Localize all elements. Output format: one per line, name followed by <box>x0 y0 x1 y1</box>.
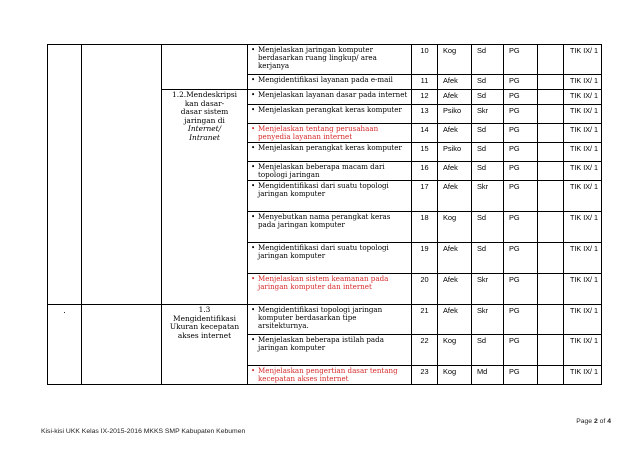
question-form: PG <box>509 275 520 284</box>
question-number-cell <box>412 274 438 305</box>
question-number: 16 <box>420 163 429 172</box>
indicator-text: Menjelaskan layanan dasar pada internet <box>258 90 408 99</box>
source-reference: TIK IX/ 1 <box>570 367 598 376</box>
question-form: PG <box>509 106 520 115</box>
difficulty-cell <box>472 45 504 75</box>
bullet-icon: • <box>251 243 256 252</box>
source-cell <box>564 105 602 124</box>
question-number-cell <box>412 212 438 243</box>
footer-page-number: Page 2 of 4 <box>576 418 611 425</box>
question-number: 13 <box>420 106 429 115</box>
source-reference: TIK IX/ 1 <box>570 336 598 345</box>
cognitive-level-cell <box>438 75 472 90</box>
row-marker-cell <box>48 305 82 385</box>
question-number-cell <box>412 124 438 143</box>
question-form: PG <box>509 182 520 191</box>
answer-key-cell <box>538 274 564 305</box>
bullet-icon: • <box>251 366 256 375</box>
question-form-cell <box>504 181 538 212</box>
kd-1-2-text: jaringan di <box>184 115 225 125</box>
difficulty: Sd <box>477 163 487 172</box>
indicator-cell <box>248 366 412 385</box>
kd-1-3-text: 1.3 <box>198 305 211 314</box>
cognitive-level-cell <box>438 124 472 143</box>
question-number: 10 <box>420 46 429 55</box>
indicator-text: Menjelaskan beberapa istilah pada jaringan komputer <box>258 335 384 353</box>
question-number: 17 <box>420 182 429 191</box>
col-kd-cell-empty <box>162 45 248 90</box>
bullet-icon: • <box>251 45 256 54</box>
indicator-text: Menjelaskan sistem keamanan pada jaringan komputer dan internet <box>258 274 389 292</box>
kd-1-2-text: 1.2.Mendeskripsi <box>172 90 237 99</box>
question-form-cell <box>504 305 538 335</box>
indicator-cell <box>248 274 412 305</box>
source-reference: TIK IX/ 1 <box>570 76 598 85</box>
difficulty-cell <box>472 162 504 181</box>
source-cell <box>564 366 602 385</box>
source-reference: TIK IX/ 1 <box>570 182 598 191</box>
row-marker: . <box>63 306 66 315</box>
difficulty: Sd <box>477 336 487 345</box>
difficulty-cell <box>472 243 504 274</box>
cognitive-level-cell <box>438 366 472 385</box>
blueprint-table <box>47 44 602 385</box>
source-cell <box>564 45 602 75</box>
source-reference: TIK IX/ 1 <box>570 275 598 284</box>
table-row <box>48 305 602 335</box>
indicator-cell <box>248 212 412 243</box>
question-form-cell <box>504 243 538 274</box>
indicator-cell <box>248 243 412 274</box>
difficulty-cell <box>472 105 504 124</box>
answer-key-cell <box>538 90 564 105</box>
cognitive-level-cell <box>438 105 472 124</box>
question-number-cell <box>412 45 438 75</box>
indicator-text: Menyebutkan nama perangkat keras pada jaringan komputer <box>258 212 391 230</box>
question-form-cell <box>504 45 538 75</box>
cognitive-level: Afek <box>443 76 458 85</box>
indicator-text: Mengidentifikasi dari suatu topologi jaringan komputer <box>258 181 389 199</box>
source-reference: TIK IX/ 1 <box>570 144 598 153</box>
cognitive-level-cell <box>438 143 472 162</box>
difficulty: Skr <box>477 182 489 191</box>
question-form-cell <box>504 75 538 90</box>
difficulty-cell <box>472 181 504 212</box>
question-form: PG <box>509 367 520 376</box>
indicator-cell <box>248 105 412 124</box>
kd-1-2-text: Intranet <box>189 132 220 142</box>
question-form: PG <box>509 213 520 222</box>
difficulty: Sd <box>477 125 487 134</box>
question-form-cell <box>504 124 538 143</box>
source-reference: TIK IX/ 1 <box>570 163 598 172</box>
cognitive-level-cell <box>438 162 472 181</box>
bullet-icon: • <box>251 181 256 190</box>
col-kompetensi-cell <box>82 45 162 305</box>
cognitive-level-cell <box>438 212 472 243</box>
question-number: 22 <box>420 336 429 345</box>
source-reference: TIK IX/ 1 <box>570 213 598 222</box>
difficulty: Sd <box>477 91 487 100</box>
difficulty-cell <box>472 366 504 385</box>
difficulty-cell <box>472 124 504 143</box>
indicator-text: Menjelaskan perangkat keras komputer <box>258 105 402 114</box>
question-form-cell <box>504 366 538 385</box>
question-form-cell <box>504 335 538 366</box>
question-form: PG <box>509 244 520 253</box>
difficulty-cell <box>472 335 504 366</box>
table-row <box>48 45 602 75</box>
question-form-cell <box>504 105 538 124</box>
indicator-cell <box>248 143 412 162</box>
question-number: 19 <box>420 244 429 253</box>
indicator-cell <box>248 181 412 212</box>
answer-key-cell <box>538 45 564 75</box>
bullet-icon: • <box>251 212 256 221</box>
source-cell <box>564 124 602 143</box>
col-kompetensi-cell <box>82 305 162 385</box>
indicator-cell <box>248 124 412 143</box>
source-reference: TIK IX/ 1 <box>570 125 598 134</box>
kd-1-3-text: Ukuran kecepatan <box>169 322 240 332</box>
question-form-cell <box>504 90 538 105</box>
difficulty: Md <box>477 367 488 376</box>
kd-1-3-cell <box>162 305 248 385</box>
indicator-text: Mengidentifikasi dari suatu topologi jaringan komputer <box>258 243 389 261</box>
answer-key-cell <box>538 305 564 335</box>
kd-1-3-text: Mengidentifikasi <box>173 313 236 323</box>
question-number-cell <box>412 143 438 162</box>
indicator-cell <box>248 162 412 181</box>
indicator-text: Menjelaskan pengertian dasar tentang kecepatan akses internet <box>258 366 398 384</box>
bullet-icon: • <box>251 305 256 314</box>
cognitive-level: Kog <box>443 367 457 376</box>
indicator-cell <box>248 75 412 90</box>
cognitive-level: Afek <box>443 306 458 315</box>
difficulty: Skr <box>477 106 489 115</box>
bullet-icon: • <box>251 105 256 114</box>
question-form: PG <box>509 163 520 172</box>
source-reference: TIK IX/ 1 <box>570 306 598 315</box>
question-number: 12 <box>420 91 429 100</box>
question-number-cell <box>412 75 438 90</box>
question-number-cell <box>412 105 438 124</box>
source-reference: TIK IX/ 1 <box>570 46 598 55</box>
kd-1-2-text: Internet/ <box>187 124 222 134</box>
answer-key-cell <box>538 335 564 366</box>
answer-key-cell <box>538 212 564 243</box>
question-number-cell <box>412 243 438 274</box>
kd-1-3-text: akses internet <box>177 330 232 340</box>
question-number-cell <box>412 305 438 335</box>
source-cell <box>564 143 602 162</box>
answer-key-cell <box>538 124 564 143</box>
cognitive-level: Kog <box>443 46 457 55</box>
cognitive-level: Psiko <box>443 106 462 115</box>
indicator-cell <box>248 90 412 105</box>
cognitive-level: Kog <box>443 336 457 345</box>
indicator-cell <box>248 305 412 335</box>
question-form: PG <box>509 76 520 85</box>
cognitive-level: Afek <box>443 125 458 134</box>
difficulty: Sd <box>477 46 487 55</box>
difficulty: Sd <box>477 76 487 85</box>
answer-key-cell <box>538 143 564 162</box>
question-form-cell <box>504 212 538 243</box>
cognitive-level: Afek <box>443 91 458 100</box>
kd-1-2-text: kan dasar- <box>184 98 225 108</box>
indicator-text: Menjelaskan jaringan komputer berdasarkan ruang lingkup/ area kerjanya <box>258 45 377 71</box>
cognitive-level-cell <box>438 181 472 212</box>
question-form: PG <box>509 46 520 55</box>
source-cell <box>564 243 602 274</box>
cognitive-level: Kog <box>443 213 457 222</box>
bullet-icon: • <box>251 124 256 133</box>
question-form: PG <box>509 306 520 315</box>
cognitive-level: Afek <box>443 275 458 284</box>
source-reference: TIK IX/ 1 <box>570 91 598 100</box>
difficulty: Sd <box>477 244 487 253</box>
indicator-text: Mengidentifikasi topologi jaringan komputer berdasarkan tipe arsitekturnya. <box>258 305 383 331</box>
cognitive-level-cell <box>438 305 472 335</box>
col-no-cell <box>48 45 82 305</box>
difficulty: Skr <box>477 306 489 315</box>
difficulty-cell <box>472 90 504 105</box>
answer-key-cell <box>538 162 564 181</box>
question-number: 15 <box>420 144 429 153</box>
bullet-icon: • <box>251 162 256 171</box>
difficulty: Sd <box>477 213 487 222</box>
difficulty-cell <box>472 212 504 243</box>
difficulty-cell <box>472 274 504 305</box>
source-cell <box>564 90 602 105</box>
cognitive-level-cell <box>438 274 472 305</box>
cognitive-level-cell <box>438 45 472 75</box>
indicator-text: Menjelaskan beberapa macam dari topologi jaringan <box>258 162 385 180</box>
question-form: PG <box>509 336 520 345</box>
cognitive-level: Psiko <box>443 144 462 153</box>
question-form: PG <box>509 91 520 100</box>
question-number: 21 <box>420 306 429 315</box>
difficulty: Skr <box>477 275 489 284</box>
source-reference: TIK IX/ 1 <box>570 106 598 115</box>
answer-key-cell <box>538 75 564 90</box>
cognitive-level-cell <box>438 335 472 366</box>
cognitive-level: Afek <box>443 244 458 253</box>
answer-key-cell <box>538 105 564 124</box>
question-number-cell <box>412 181 438 212</box>
answer-key-cell <box>538 243 564 274</box>
source-cell <box>564 212 602 243</box>
cognitive-level-cell <box>438 243 472 274</box>
kd-1-2-text: dasar sistem <box>180 107 229 117</box>
bullet-icon: • <box>251 75 256 84</box>
bullet-icon: • <box>251 143 256 152</box>
answer-key-cell <box>538 366 564 385</box>
indicator-text: Mengidentifikasi layanan pada e-mail <box>258 75 393 84</box>
question-form: PG <box>509 144 520 153</box>
indicator-text: Menjelaskan perangkat keras komputer <box>258 143 402 152</box>
indicator-cell <box>248 45 412 75</box>
difficulty-cell <box>472 305 504 335</box>
question-form-cell <box>504 274 538 305</box>
indicator-text: Menjelaskan tentang perusahaan penyedia layanan internet <box>258 124 379 142</box>
indicator-cell <box>248 335 412 366</box>
kd-1-2-cell <box>162 90 248 305</box>
source-cell <box>564 274 602 305</box>
answer-key-cell <box>538 181 564 212</box>
question-number-cell <box>412 90 438 105</box>
difficulty-cell <box>472 143 504 162</box>
cognitive-level: Afek <box>443 182 458 191</box>
source-cell <box>564 181 602 212</box>
source-cell <box>564 335 602 366</box>
question-number: 18 <box>420 213 429 222</box>
question-number-cell <box>412 162 438 181</box>
question-number: 11 <box>420 76 429 85</box>
difficulty: Sd <box>477 144 487 153</box>
question-form-cell <box>504 162 538 181</box>
footer-document-title: Kisi-kisi UKK Kelas IX-2015-2016 MKKS SMP Kabupaten Kebumen <box>41 428 246 435</box>
cognitive-level: Afek <box>443 163 458 172</box>
source-cell <box>564 305 602 335</box>
question-number-cell <box>412 366 438 385</box>
question-number: 23 <box>420 367 429 376</box>
question-number-cell <box>412 335 438 366</box>
bullet-icon: • <box>251 274 256 283</box>
source-reference: TIK IX/ 1 <box>570 244 598 253</box>
source-cell <box>564 75 602 90</box>
question-number: 20 <box>420 275 429 284</box>
cognitive-level-cell <box>438 90 472 105</box>
bullet-icon: • <box>251 335 256 344</box>
question-form-cell <box>504 143 538 162</box>
source-cell <box>564 162 602 181</box>
bullet-icon: • <box>251 90 256 99</box>
question-form: PG <box>509 125 520 134</box>
question-number: 14 <box>420 125 429 134</box>
difficulty-cell <box>472 75 504 90</box>
